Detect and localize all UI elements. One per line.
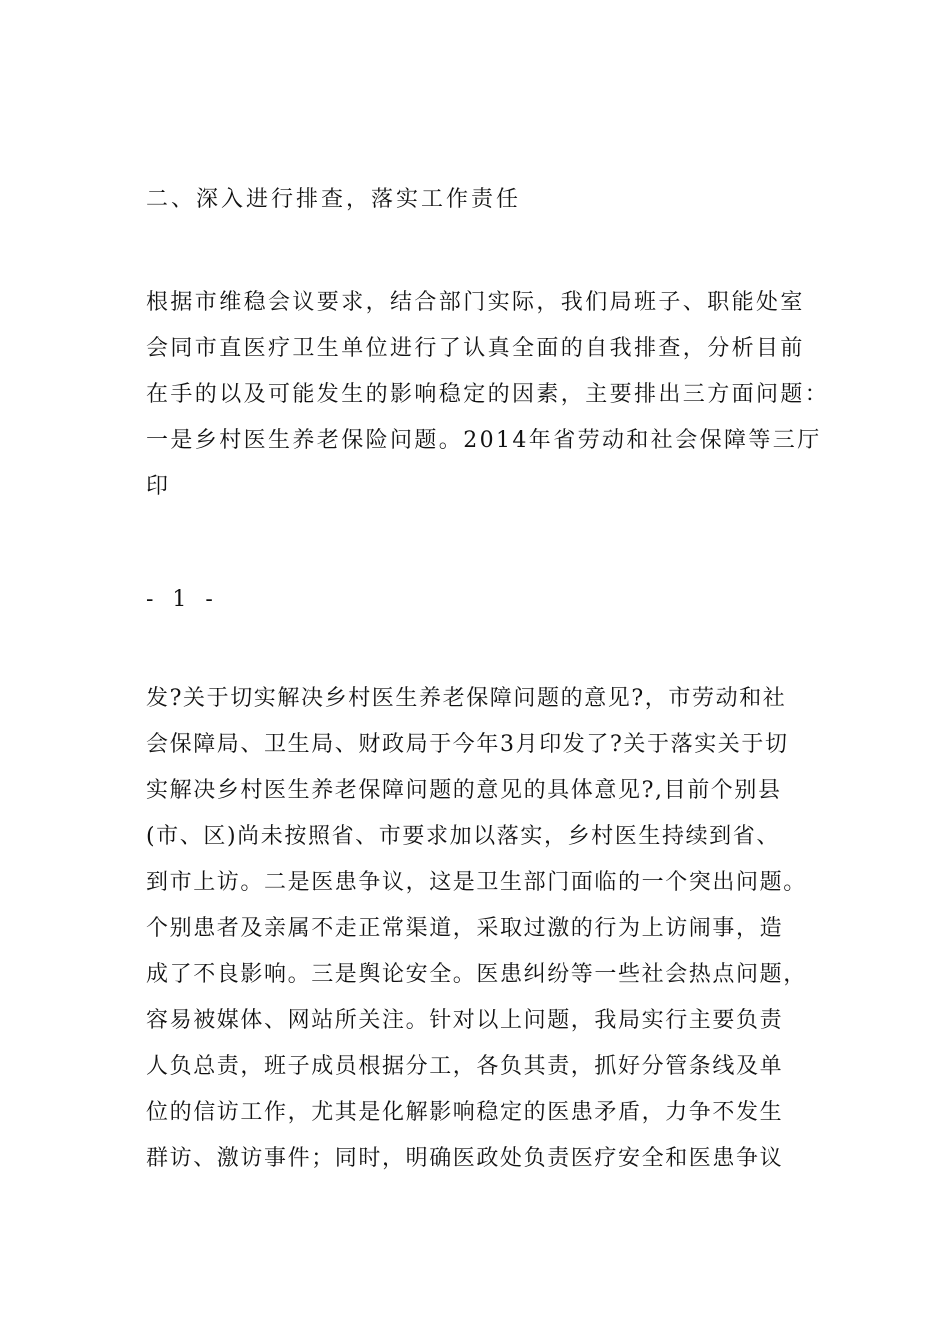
paragraph-line: 成了不良影响。三是舆论安全。医患纠纷等一些社会热点问题， [146, 962, 807, 987]
page-number: - 1 - [146, 587, 219, 612]
paragraph-line: 发?关于切实解决乡村医生养老保障问题的意见?，市劳动和社 [146, 686, 787, 711]
paragraph-line: 个别患者及亲属不走正常渠道，采取过激的行为上访闹事，造 [146, 916, 784, 941]
paragraph-line: 在手的以及可能发生的影响稳定的因素，主要排出三方面问题： [146, 382, 830, 407]
paragraph-line: 到市上访。二是医患争议，这是卫生部门面临的一个突出问题。 [146, 870, 807, 895]
paragraph-line: 根据市维稳会议要求，结合部门实际，我们局班子、职能处室 [146, 290, 805, 315]
paragraph-line: 容易被媒体、网站所关注。针对以上问题，我局实行主要负责 [146, 1008, 784, 1033]
paragraph-line: 群访、激访事件；同时，明确医政处负责医疗安全和医患争议 [146, 1146, 784, 1171]
paragraph-2 [146, 676, 846, 1182]
paragraph-1 [146, 280, 846, 510]
paragraph-line: 印 [146, 474, 171, 499]
paragraph-line: (市、区)尚未按照省、市要求加以落实，乡村医生持续到省、 [146, 824, 780, 849]
paragraph-line: 会保障局、卫生局、财政局于今年3月印发了?关于落实关于切 [146, 732, 789, 757]
paragraph-line: 位的信访工作，尤其是化解影响稳定的医患矛盾，力争不发生 [146, 1100, 784, 1125]
paragraph-line: 人负总责，班子成员根据分工，各负其责，抓好分管条线及单 [146, 1054, 784, 1079]
paragraph-line: 会同市直医疗卫生单位进行了认真全面的自我排查，分析目前 [146, 336, 805, 361]
paragraph-line: 实解决乡村医生养老保障问题的意见的具体意见?,目前个别县 [146, 778, 782, 803]
paragraph-line: 一是乡村医生养老保险问题。2014年省劳动和社会保障等三厅 [146, 428, 822, 453]
section-heading: 二、深入进行排查，落实工作责任 [146, 187, 522, 212]
